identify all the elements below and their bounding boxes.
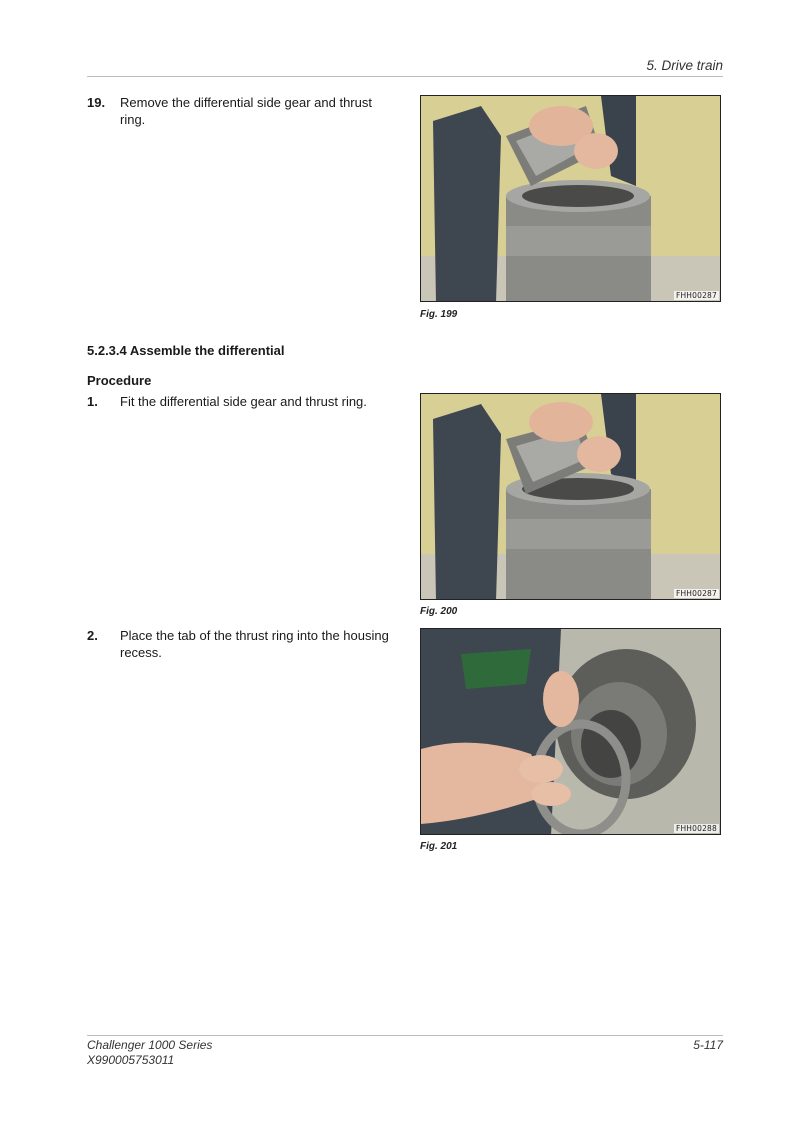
figure-199-image bbox=[420, 95, 721, 302]
procedure-label: Procedure bbox=[87, 373, 152, 388]
footer-page-number: 5-117 bbox=[693, 1038, 723, 1052]
step-number: 2. bbox=[87, 628, 98, 643]
step-number: 19. bbox=[87, 95, 106, 110]
footer-series: Challenger 1000 Series bbox=[87, 1038, 213, 1052]
figure-code: FHH00287 bbox=[675, 291, 717, 300]
step-number: 1. bbox=[87, 394, 98, 409]
figure-201-image bbox=[420, 628, 721, 835]
footer-doc-number: X990005753011 bbox=[87, 1053, 175, 1067]
figure-code: FHH00288 bbox=[675, 824, 717, 833]
figure-200-image bbox=[420, 393, 721, 600]
figure-201-caption: Fig. 201 bbox=[420, 841, 458, 852]
figure-code: FHH00287 bbox=[675, 589, 717, 598]
section-heading: 5.2.3.4 Assemble the differential bbox=[87, 343, 285, 358]
figure-199-caption: Fig. 199 bbox=[420, 309, 458, 320]
step-text: Remove the differential side gear and thrust ring. bbox=[120, 95, 372, 127]
step-text: Fit the differential side gear and thrust ring. bbox=[120, 394, 367, 409]
header-rule bbox=[87, 76, 723, 77]
figure-200-caption: Fig. 200 bbox=[420, 606, 458, 617]
footer-rule bbox=[87, 1035, 723, 1036]
chapter-title: 5. Drive train bbox=[646, 58, 723, 73]
step-text: Place the tab of the thrust ring into the housing recess. bbox=[120, 628, 389, 660]
